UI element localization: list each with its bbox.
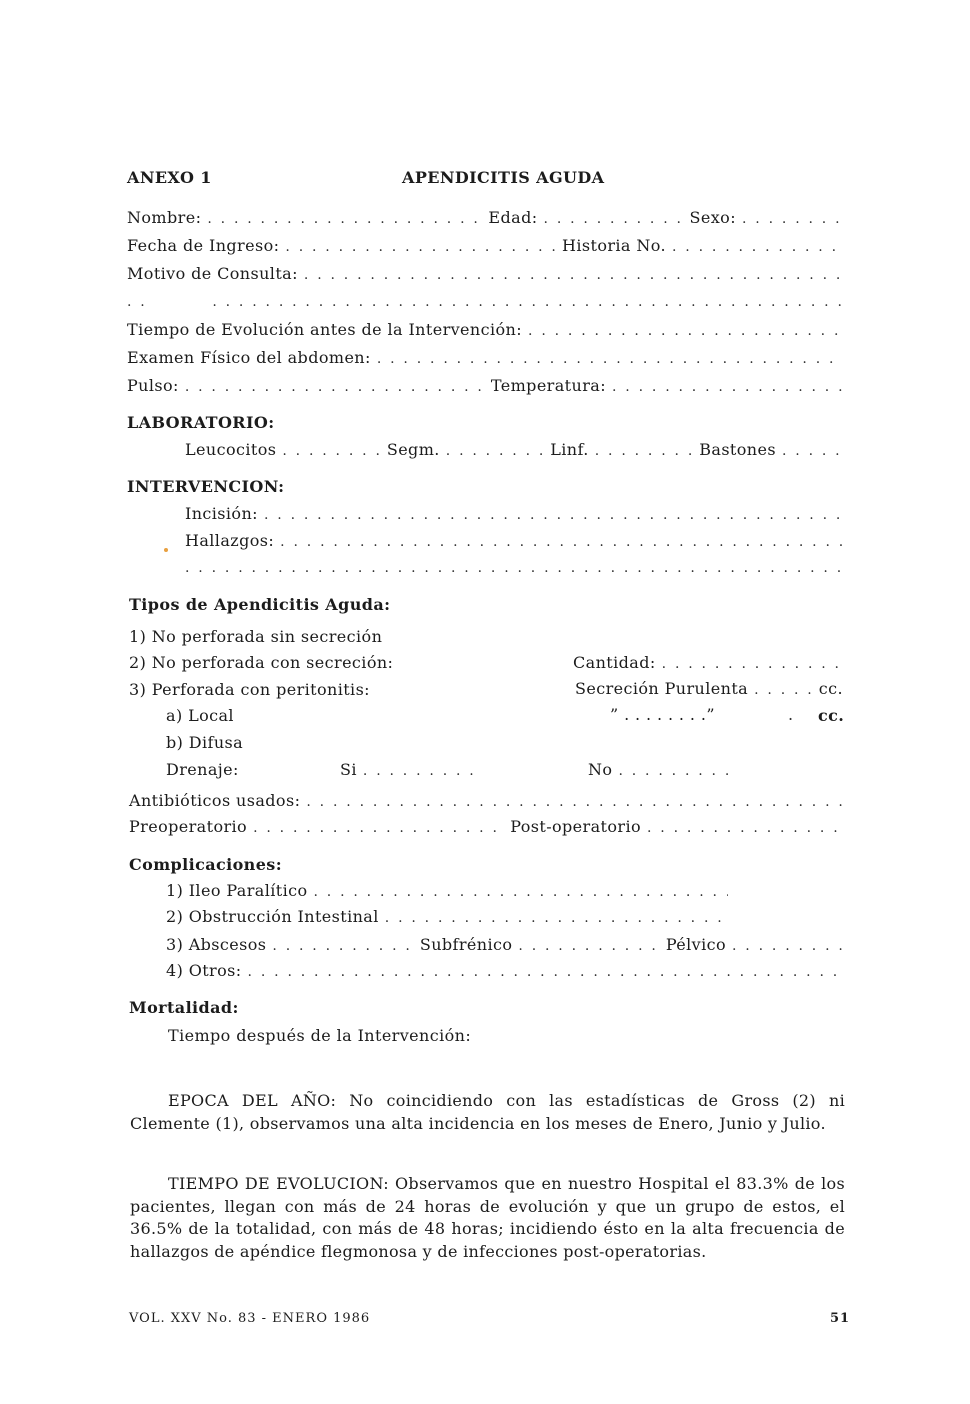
comp-1-label: 1) Ileo Paralítico (166, 881, 308, 900)
examen-label: Examen Físico del abdomen: (127, 348, 371, 367)
row-comp-2 (166, 907, 728, 928)
row-pulso (127, 376, 842, 397)
row-hallazgos-cont (185, 558, 842, 578)
segm-label: Segm. (386, 440, 440, 459)
pelvico-label: Pélvico (665, 935, 726, 954)
tipo-2: 2) No perforada con secreción: (129, 653, 394, 672)
antibioticos-label: Antibióticos usados: (129, 791, 301, 810)
tipo-3a: a) Local (166, 706, 234, 725)
paragraph-epoca (130, 1090, 845, 1135)
row-nombre (127, 208, 842, 229)
row-incision (185, 504, 842, 525)
fill-dots (248, 962, 842, 982)
row-antibioticos (129, 791, 842, 812)
motivo-label: Motivo de Consulta: (127, 264, 298, 283)
fill-dots (272, 936, 413, 956)
fill-dots (612, 377, 842, 397)
row-drenaje-si (340, 760, 475, 781)
fill-dots (754, 680, 813, 700)
fill-dots (377, 349, 842, 369)
si-label: Si (340, 760, 357, 779)
hallazgos-label: Hallazgos: (185, 531, 275, 550)
fill-dots (127, 292, 147, 312)
subfrenico-label: Subfrénico (419, 935, 513, 954)
tipo-3b: b) Difusa (166, 733, 244, 752)
postoperatorio-label: Post-operatorio (510, 817, 641, 836)
comp-3-label: 3) Abscesos (166, 935, 267, 954)
row-comp-1 (166, 881, 728, 902)
row-secrecion (575, 679, 843, 700)
temperatura-label: Temperatura: (490, 376, 606, 395)
row-hallazgos (185, 531, 842, 552)
fill-dots (595, 441, 693, 461)
fill-dots (280, 532, 842, 552)
row-laboratorio (185, 440, 842, 461)
bastones-label: Bastones (699, 440, 776, 459)
fill-dots (618, 761, 728, 781)
laboratorio-heading: LABORATORIO: (127, 413, 275, 432)
drenaje-label: Drenaje: (166, 760, 239, 779)
nombre-label: Nombre: (127, 208, 202, 227)
row-comp-3 (166, 935, 842, 956)
document-title: APENDICITIS AGUDA (402, 168, 605, 187)
paragraph-epoca-text: EPOCA DEL AÑO: No coincidiendo con las estadísticas de Gross (2) ni Clemente (1), observamos una alta incidencia en los meses de Enero, Junio y Julio. (130, 1091, 845, 1133)
row-examen (127, 348, 842, 369)
tipo-3: 3) Perforada con peritonitis: (129, 680, 370, 699)
fill-dots (285, 237, 556, 257)
comp-4-label: 4) Otros: (166, 961, 242, 980)
row-cantidad (573, 653, 843, 674)
ditto-quote: ” . . . . . . . .” (610, 705, 715, 724)
dot-mark: . (788, 705, 794, 724)
cantidad-label: Cantidad: (573, 653, 656, 672)
fill-dots (662, 654, 843, 674)
fill-dots (782, 441, 842, 461)
fill-dots (185, 377, 491, 397)
leucocitos-label: Leucocitos (185, 440, 277, 459)
footer-volume: VOL. XXV No. 83 - ENERO 1986 (129, 1311, 371, 1326)
row-motivo-cont (127, 292, 842, 312)
fecha-ingreso-label: Fecha de Ingreso: (127, 236, 280, 255)
cc-unit: cc. (818, 706, 845, 725)
annex-label: ANEXO 1 (127, 168, 212, 187)
fill-dots (264, 505, 842, 525)
row-pre-post (129, 817, 842, 838)
mortalidad-heading: Mortalidad: (129, 998, 239, 1017)
fill-dots (528, 321, 842, 341)
comp-2-label: 2) Obstrucción Intestinal (166, 907, 379, 926)
tipo-1: 1) No perforada sin secreción (129, 627, 383, 646)
mortalidad-tiempo: Tiempo después de la Intervención: (168, 1026, 472, 1045)
fill-dots (304, 265, 842, 285)
edad-label: Edad: (488, 208, 538, 227)
paragraph-tiempo (130, 1173, 845, 1263)
fill-dots (306, 792, 842, 812)
row-comp-4 (166, 961, 842, 982)
fill-dots (212, 292, 842, 312)
fill-dots (732, 936, 842, 956)
page-number: 51 (830, 1311, 851, 1326)
linf-label: Linf. (550, 440, 589, 459)
row-motivo (127, 264, 842, 285)
secrecion-label: Secreción Purulenta (575, 679, 749, 698)
tipos-heading: Tipos de Apendicitis Aguda: (129, 595, 391, 614)
no-label: No (588, 760, 613, 779)
fill-dots (185, 558, 842, 578)
pulso-label: Pulso: (127, 376, 179, 395)
fill-dots (313, 882, 728, 902)
fill-dots (385, 908, 728, 928)
preoperatorio-label: Preoperatorio (129, 817, 248, 836)
fill-dots (253, 818, 504, 838)
sexo-label: Sexo: (689, 208, 736, 227)
intervencion-heading: INTERVENCION: (127, 477, 285, 496)
fill-dots (647, 818, 842, 838)
fill-dots (518, 936, 659, 956)
complicaciones-heading: Complicaciones: (129, 855, 283, 874)
fill-dots (282, 441, 380, 461)
historia-label: Historia No. (562, 236, 666, 255)
incision-label: Incisión: (185, 504, 258, 523)
fill-dots (207, 209, 482, 229)
paragraph-tiempo-text: TIEMPO DE EVOLUCION: Observamos que en nuestro Hospital el 83.3% de los pacientes, llegan con más de 24 horas de evolución y que un grupo de estos, el 36.5% de la totalidad, con más de 48 horas; incidiendo ésto en la alta frecuencia de hallazgos de apéndice flegmonosa y de infecciones post-operatorias. (130, 1174, 845, 1261)
fill-dots (446, 441, 544, 461)
row-drenaje-no (588, 760, 728, 781)
row-fecha (127, 236, 842, 257)
tiempo-evolucion-label: Tiempo de Evolución antes de la Intervención: (127, 320, 523, 339)
fill-dots (672, 237, 842, 257)
cc-unit: cc. (818, 679, 843, 698)
fill-dots (544, 209, 684, 229)
ink-speck (164, 548, 168, 552)
row-tiempo (127, 320, 842, 341)
fill-dots (742, 209, 842, 229)
fill-dots (363, 761, 475, 781)
